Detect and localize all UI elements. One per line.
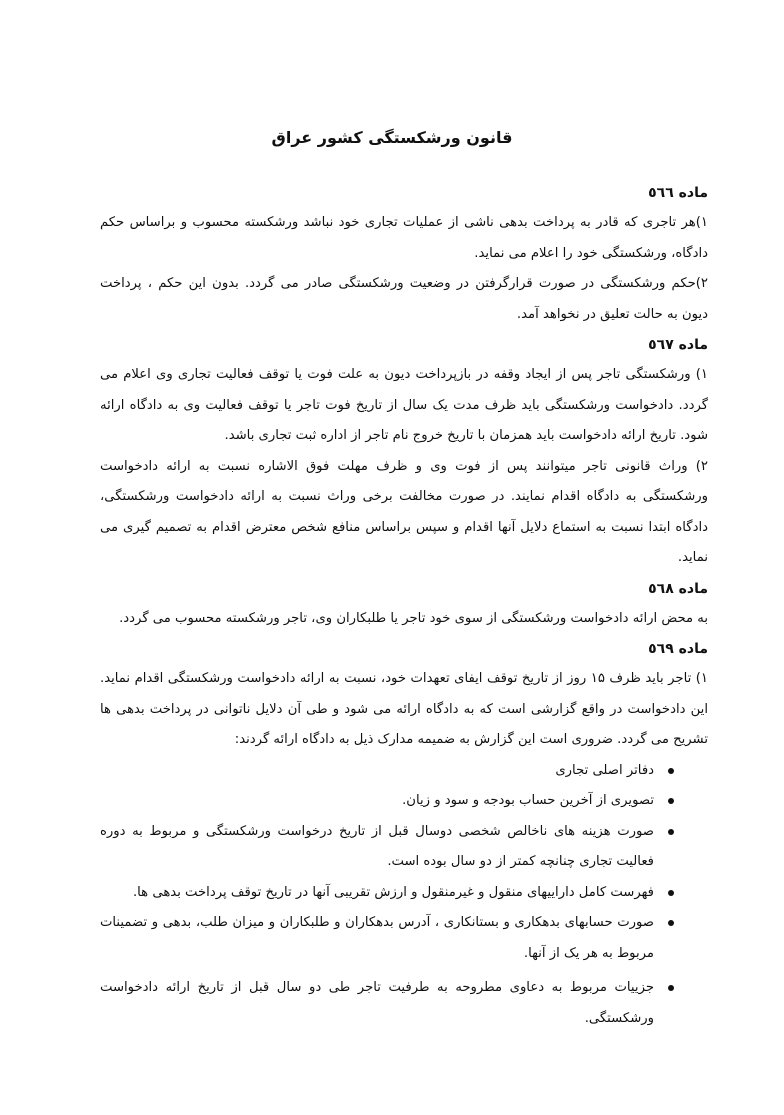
required-documents-list <box>100 756 708 1035</box>
article-heading: ماده ٥٦٧ <box>648 337 708 353</box>
article-heading: ماده ٥٦٨ <box>648 580 708 597</box>
article-heading: ماده ٥٦٦ <box>648 185 708 201</box>
bullet-icon <box>668 798 674 804</box>
article-paragraph: ۱) ورشکستگی تاجر پس از ایجاد وقفه در بازپرداخت دیون به علت فوت یا توقف فعالیت تجاری وی اعلام می گردد. دادخواست ورشکستگی باید ظرف مدت یک سال از تاریخ فوت تاجر یا توقف فعالیت وی به دادگاه ارائه شود. تاریخ ارائه دادخواست باید همزمان با تاریخ خروج نام تاجر از اداره ثبت تجاری باشد. <box>100 367 708 443</box>
bullet-icon <box>668 920 674 926</box>
article-566 <box>100 178 708 330</box>
list-item: صورت حسابهای بدهکاری و بستانکاری ، آدرس بدهکاران و طلبکاران و میزان طلب، بدهی و تضمینات مربوط به هر یک از آنها. <box>100 908 668 969</box>
list-item: فهرست کامل داراییهای منقول و غیرمنقول و ارزش تقریبی آنها در تاریخ توقف پرداخت بدهی ها. <box>100 878 668 909</box>
bullet-icon <box>668 890 674 896</box>
article-568 <box>100 574 708 635</box>
article-567 <box>100 330 708 574</box>
list-item: تصویری از آخرین حساب بودجه و سود و زیان. <box>100 786 668 817</box>
bullet-icon <box>668 985 674 991</box>
article-paragraph: ۱) تاجر باید ظرف ۱۵ روز از تاریخ توقف ایفای تعهدات خود، نسبت به ارائه دادخواست ورشکستگی اقدام نماید. این دادخواست در واقع گزارشی است که به دادگاه ارائه می شود و طی آن دلایل ناتوانی در پرداخت بدهی ها تشریح می گردد. ضروری است این گزارش به ضمیمه مدارک ذیل به دادگاه ارائه گردند: <box>100 671 708 747</box>
article-paragraph: ۲)حکم ورشکستگی در صورت قرارگرفتن در وضعیت ورشکستگی صادر می گردد. بدون این حکم ، پرداخت دیون به حالت تعلیق در نخواهد آمد. <box>100 276 708 322</box>
article-paragraph: ۱)هر تاجری که قادر به پرداخت بدهی ناشی از عملیات تجاری خود نباشد ورشکسته محسوب و براساس حکم دادگاه، ورشکستگی خود را اعلام می نماید. <box>100 215 708 261</box>
article-paragraph: ۲) وراث قانونی تاجر میتوانند پس از فوت وی و ظرف مهلت فوق الاشاره نسبت به ارائه دادخواست ورشکستگی به دادگاه اقدام نمایند. در صورت مخالفت برخی وراث نسبت به ارائه دادخواست ورشکستگی، دادگاه ابتدا نسبت به استماع دلایل آنها اقدام و سپس براساس منافع شخص معترض اقدام به تصمیم گیری می نماید. <box>100 458 708 565</box>
list-item: جزییات مربوط به دعاوی مطروحه به طرفیت تاجر طی دو سال قبل از تاریخ ارائه دادخواست ورشکستگی. <box>100 973 668 1034</box>
article-heading: ماده ٥٦٩ <box>648 641 708 657</box>
article-paragraph: به محض ارائه دادخواست ورشکستگی از سوی خود تاجر یا طلبکاران وی، تاجر ورشکسته محسوب می گردد. <box>119 610 708 626</box>
article-569 <box>100 634 708 1034</box>
list-item: صورت هزینه های ناخالص شخصی دوسال قبل از تاریخ درخواست ورشکستگی و مربوط به دوره فعالیت تجاری چنانچه کمتر از دو سال بوده است. <box>100 817 668 878</box>
document-title: قانون ورشکستگی کشور عراق <box>271 128 513 147</box>
bullet-icon <box>668 829 674 835</box>
document-body <box>100 178 708 1034</box>
bullet-icon <box>668 768 674 774</box>
list-item: دفاتر اصلی تجاری <box>100 756 668 787</box>
